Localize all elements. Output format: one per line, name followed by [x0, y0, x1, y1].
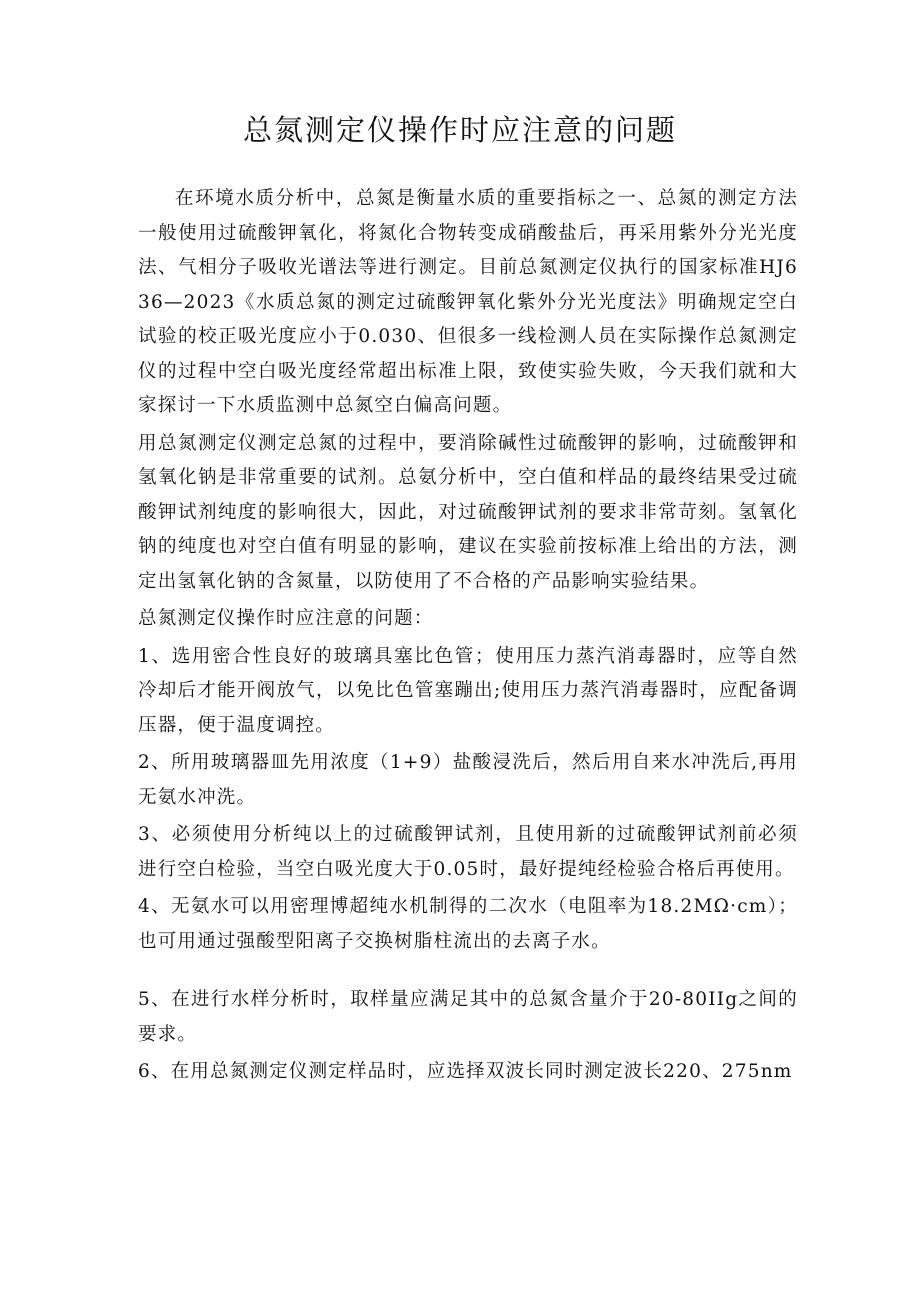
paragraph-intro: 在环境水质分析中，总氮是衡量水质的重要指标之一、总氮的测定方法一般使用过硫酸钾氧化，将氮化合物转变成硝酸盐后，再采用紫外分光光度法、气相分子吸收光谱法等进行测定。目前总氮测定仪执行的国家标准HJ636—2023《水质总氮的测定过硫酸钾氧化紫外分光光度法》明确规定空白试验的校正吸光度应小于0.030、但很多一线检测人员在实际操作总氮测定仪的过程中空白吸光度经常超出标准上限，致使实验失败，今天我们就和大家探讨一下水质监测中总氮空白偏高问题。: [138, 188, 798, 416]
list-item-4: 4、无氨水可以用密理博超纯水机制得的二次水（电阻率为18.2MΩ·cm）；也可用通过强酸型阳离子交换树脂柱流出的去离子水。: [138, 896, 798, 952]
list-item-5: 5、在进行水样分析时，取样量应满足其中的总氮含量介于20-80IIg之间的要求。: [138, 989, 798, 1045]
list-item-1: 1、选用密合性良好的玻璃具塞比色管；使用压力蒸汽消毒器时，应等自然冷却后才能开阀放气，以免比色管塞蹦出;使用压力蒸汽消毒器时，应配备调压器，便于温度调控。: [138, 645, 798, 736]
list-item-3: 3、必须使用分析纯以上的过硫酸钾试剂，且使用新的过硫酸钾试剂前必须进行空白检验，当空白吸光度大于0.05时，最好提纯经检验合格后再使用。: [138, 824, 798, 880]
document-body: [138, 182, 798, 1090]
paragraph-notes-heading: 总氮测定仪操作时应注意的问题：: [138, 608, 434, 629]
list-item-2: 2、所用玻璃器皿先用浓度（1+9）盐酸浸洗后，然后用自来水冲洗后,再用无氨水冲洗。: [138, 752, 798, 808]
paragraph-reagents: 用总氮测定仪测定总氮的过程中，要消除碱性过硫酸钾的影响，过硫酸钾和氢氧化钠是非常重要的试剂。总氨分析中，空白值和样品的最终结果受过硫酸钾试剂纯度的影响很大，因此，对过硫酸钾试剂的要求非常苛刻。氢氧化钠的纯度也对空白值有明显的影响，建议在实验前按标准上给出的方法，测定出氢氧化钠的含氮量，以防使用了不合格的产品影响实验结果。: [138, 432, 798, 592]
list-item-6: 6、在用总氮测定仪测定样品时，应选择双波长同时测定波长220、275nm: [138, 1061, 793, 1082]
document-title: 总氮测定仪操作时应注意的问题: [242, 113, 677, 147]
